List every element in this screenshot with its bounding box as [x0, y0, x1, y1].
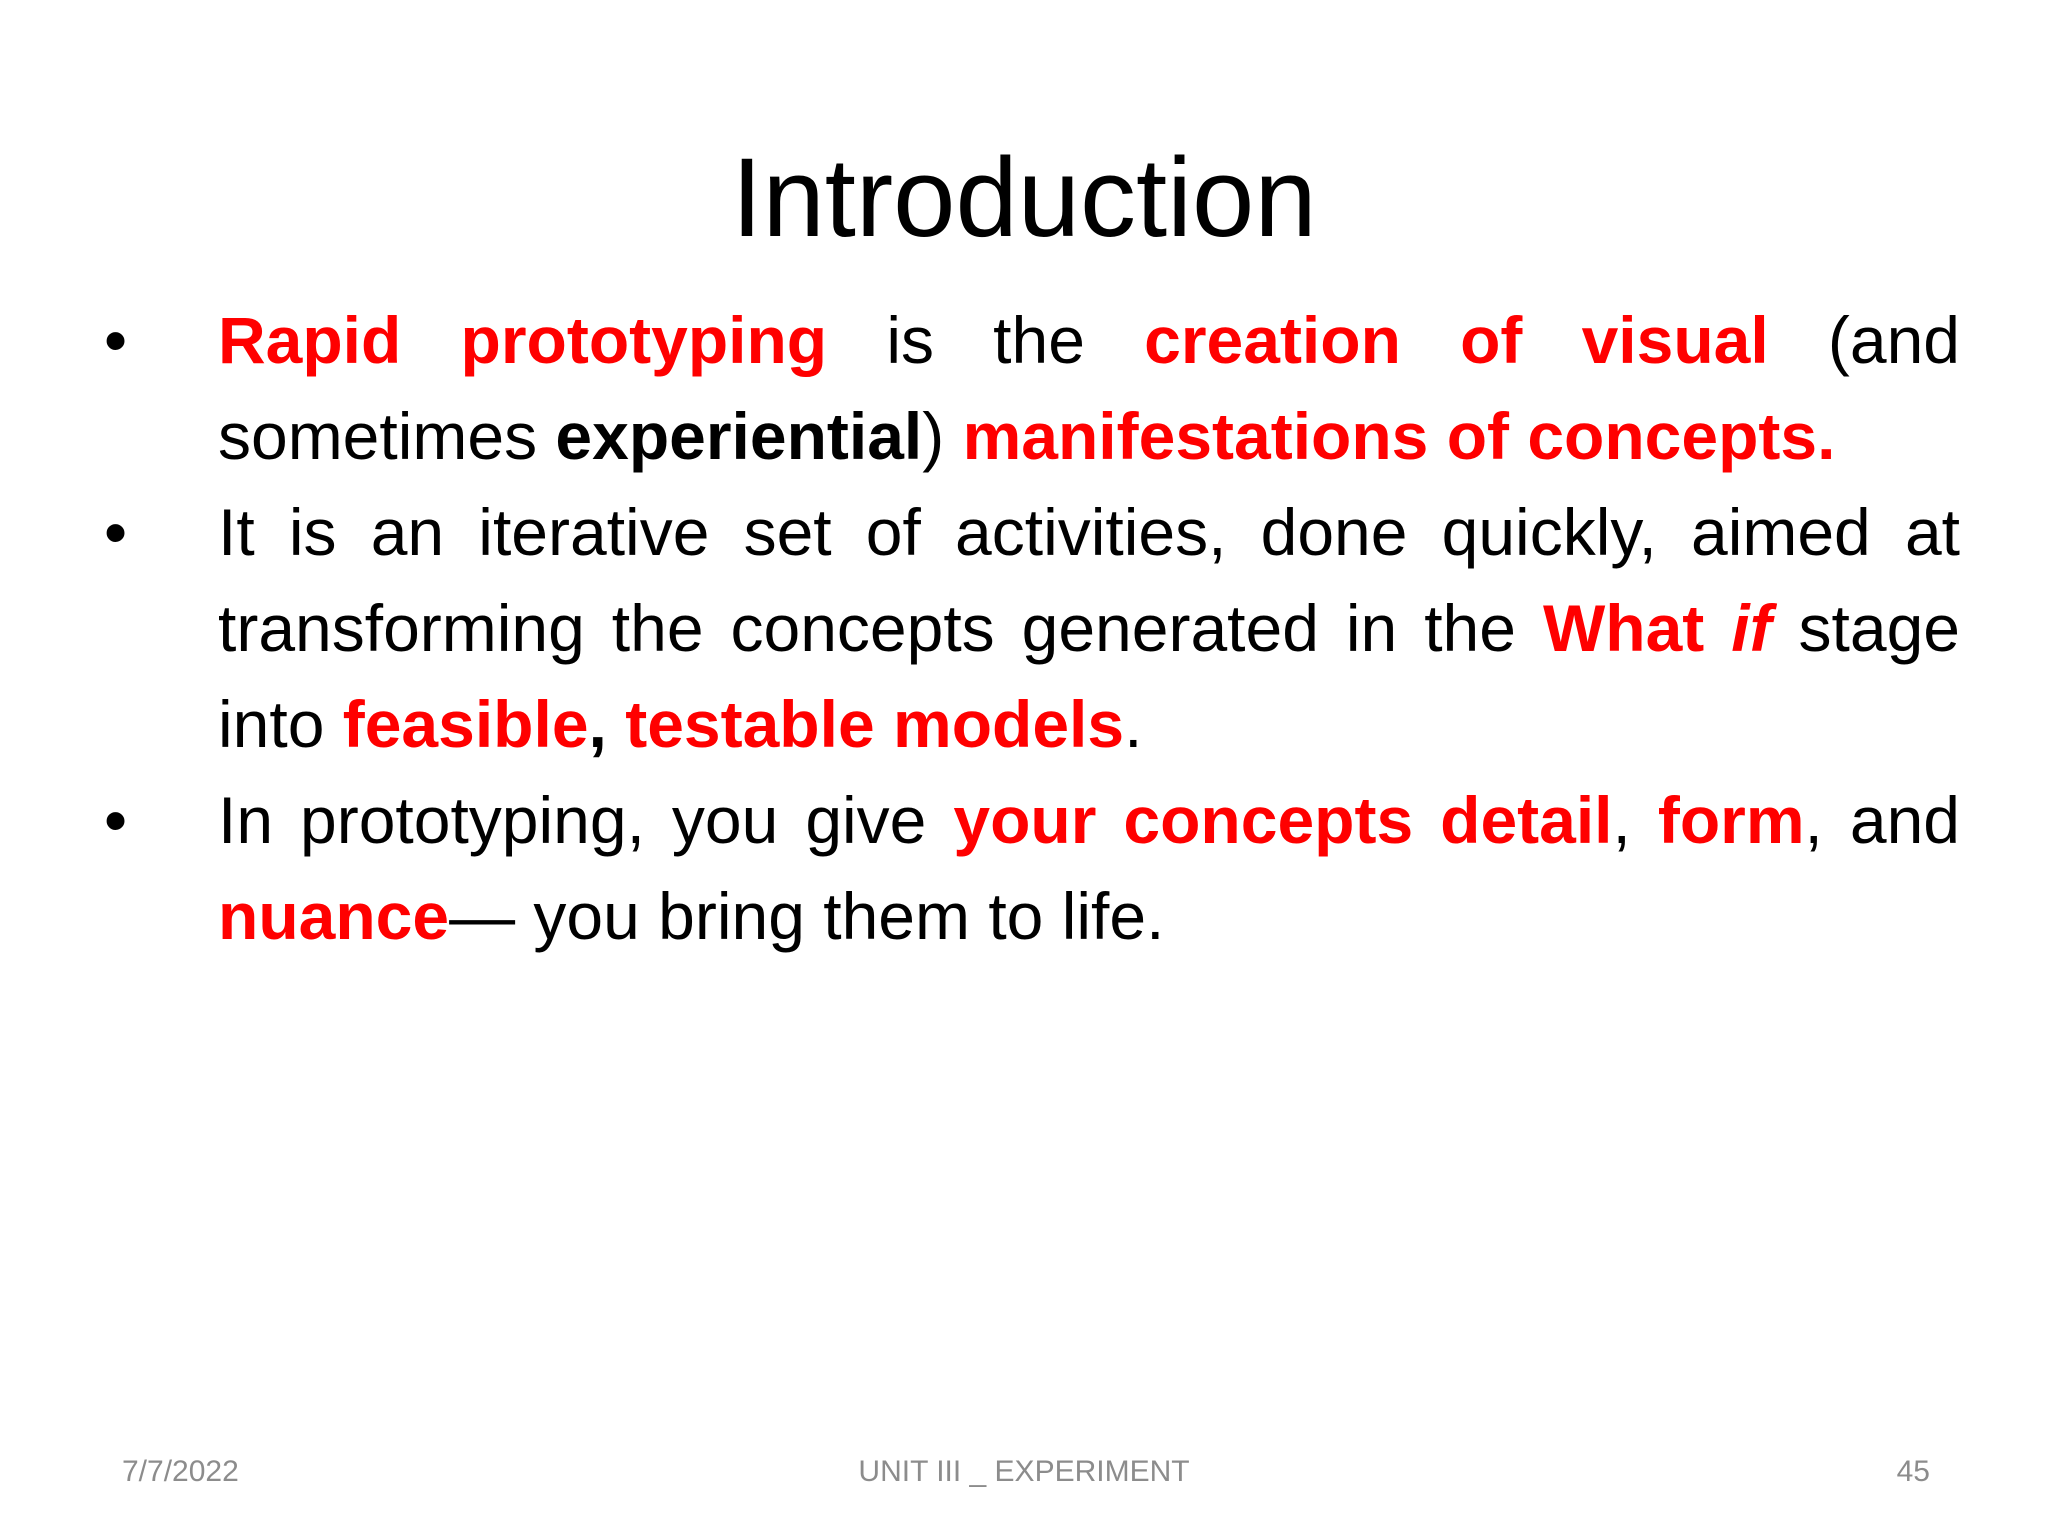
bullet-dot-icon: • [104, 303, 128, 377]
bullet-text-segment: Rapid prototyping [218, 303, 828, 377]
bullet-dot-icon: • [104, 783, 128, 857]
bullet-item [100, 292, 1960, 484]
bullet-text-segment: stage into [218, 591, 1960, 761]
bullet-text-segment: testable models [625, 687, 1125, 761]
bullet-text-segment: What [1542, 591, 1705, 665]
bullet-text-segment: is the [827, 303, 1145, 377]
bullet-text-segment: creation of visual [1144, 303, 1769, 377]
bullet-text-segment: if [1731, 591, 1772, 665]
footer-page-number: 45 [1896, 1455, 1930, 1488]
bullet-text-segment: (and sometimes [218, 303, 1960, 473]
footer-date: 7/7/2022 [122, 1455, 239, 1488]
bullet-dot-icon: • [104, 495, 128, 569]
bullet-text-segment: In prototyping, you give [218, 783, 954, 857]
bullet-text-segment: experiential [555, 399, 923, 473]
footer-title: UNIT III _ EXPERIMENT [858, 1455, 1190, 1488]
bullet-text-segment: nuance [218, 879, 450, 953]
bullet-text-segment: , [1612, 783, 1658, 857]
slide-title: Introduction [731, 135, 1317, 260]
bullet-text-segment: manifestations of concepts. [962, 399, 1836, 473]
bullet-text-segment: form [1657, 783, 1805, 857]
bullet-list [100, 292, 1960, 964]
bullet-item [100, 772, 1960, 964]
bullet-text-segment: — you bring them to life. [449, 879, 1165, 953]
bullet-text-segment: It is an iterative set of activities, done quickly, aimed at transforming the concepts generated in the [218, 495, 1960, 665]
bullet-text-segment: ) [922, 399, 963, 473]
bullet-text-segment: , and [1804, 783, 1960, 857]
bullet-text-segment [1704, 591, 1731, 665]
bullet-text-segment: . [1124, 687, 1143, 761]
bullet-text-segment: , [588, 687, 626, 761]
bullet-text-segment: feasible [342, 687, 589, 761]
bullet-text-segment: your concepts detail [953, 783, 1613, 857]
bullet-item [100, 484, 1960, 772]
